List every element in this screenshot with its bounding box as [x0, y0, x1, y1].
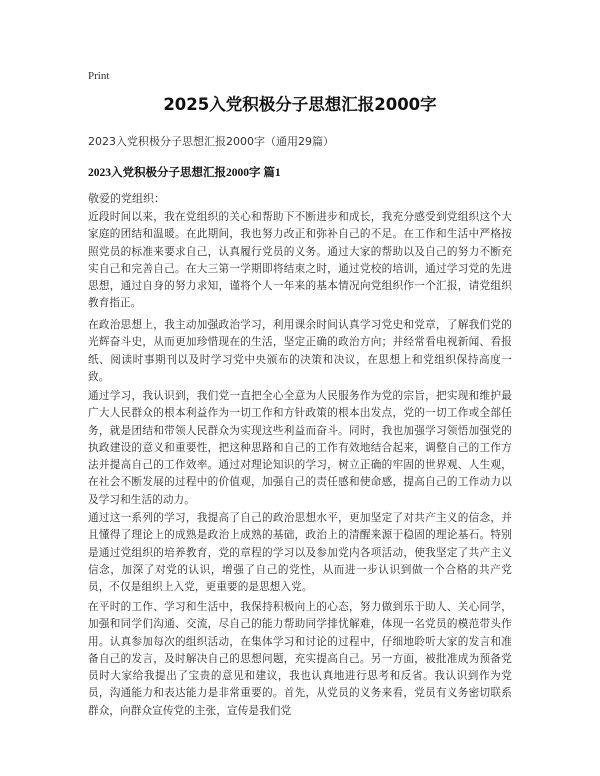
page-title: 2025入党积极分子思想汇报2000字 [163, 95, 437, 114]
document-subtitle: 2023入党积极分子思想汇报2000字（通用29篇） [88, 135, 334, 148]
body-paragraph: 在政治思想上，我主动加强政治学习，利用课余时间认真学习党史和党章，了解我们党的光辉奋斗史，从而更加珍惜现在的生活，坚定正确的政治方向；并经常看电视新闻、看报纸、阅读时事期刊以及时学习党中央颁布的决策和决议，在思想上和党组织保持高度一致。 [88, 319, 512, 383]
greeting-line: 敬爱的党组织： [88, 192, 165, 205]
body-paragraph: 在平时的工作、学习和生活中，我保持积极向上的心态，努力做到乐于助人、关心同学，加强和同学们沟通、交流，尽自己的能力帮助同学排忧解难，体现一名党员的模范带头作用。认真参加每次的组织活动，在集体学习和讨论的过程中，仔细地聆听大家的发言和准备自己的发言，及时解决自己的思想问题，充实提高自己。另一方面，被批准成为预备党员时大家给我提出了宝贵的意见和建议，我也认真地进行思考和反省。我认识到作为党员，沟通能力和表达能力是非常重要的。首先，从党员的义务来看，党员有义务密切联系群众，向群众宣传党的主张，宣传是我们党 [88, 601, 512, 717]
section-heading: 2023入党积极分子思想汇报2000字 篇1 [88, 167, 281, 179]
body-paragraph: 通过学习，我认识到，我们党一直把全心全意为人民服务作为党的宗旨，把实现和维护最广大人民群众的根本利益作为一切工作和方针政策的根本出发点，党的一切工作或全部任务，就是团结和带领人民群众为实现这些利益而奋斗。同时，我也加强学习领悟加强党的执政建设的意义和重要性，把这种思路和自己的工作有效地结合起来，调整自己的工作方法并提高自己的工作效率。通过对理论知识的学习，树立正确的牢固的世界观、人生观，在社会不断发展的过程中的价值观，加强自己的责任感和使命感，提高自己的工作动力以及学习和生活的动力。 [88, 390, 512, 506]
print-link[interactable]: Print [88, 70, 110, 82]
body-paragraph: 通过这一系列的学习，我提高了自己的政治思想水平，更加坚定了对共产主义的信念，并且懂得了理论上的成熟是政治上成熟的基础，政治上的清醒来源于稳固的理论基石。特别是通过党组织的培养教育，党的章程的学习以及参加党内各项活动，使我坚定了共产主义信念，加深了对党的认识，增强了自己的党性，从而进一步认识到做一个合格的共产党员，不仅是组织上入党，更重要的是思想入党。 [88, 512, 512, 594]
body-paragraph: 近段时间以来，我在党组织的关心和帮助下不断进步和成长，我充分感受到党组织这个大家庭的团结和温暖。在此期间，我也努力改正和弥补自己的不足。在工作和生活中严格按照党员的标准来要求自己，认真履行党员的义务。通过大家的帮助以及自己的努力不断充实自己和完善自己。在大三第一学期即将结束之时，通过党校的培训，通过学习党的先进思想，通过自身的努力求知，谨将个人一年来的基本情况向党组织作一个汇报，请党组织教育指正。 [88, 211, 512, 310]
